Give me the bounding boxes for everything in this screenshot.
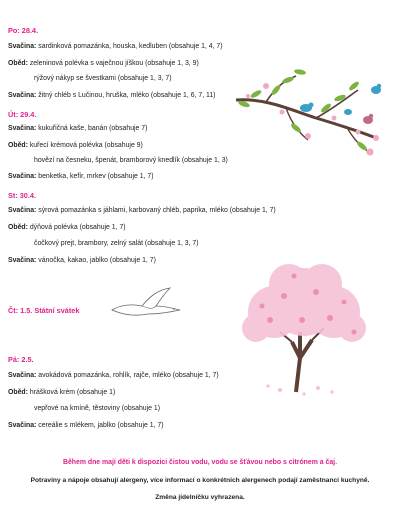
day-title-wednesday: St: 30.4.	[8, 191, 36, 200]
allergen-note: Potraviny a nápoje obsahují alergeny, více informací o konkrétních alergenech podají zaměstnanci kuchyně.	[30, 477, 370, 484]
day-title-thursday: Čt: 1.5. Státní svátek	[8, 306, 80, 315]
meal-row: Oběd: zeleninová polévka s vaječnou jíškou (obsahuje 1, 3, 9)	[8, 60, 199, 67]
flying-dove-outline-icon	[108, 286, 184, 320]
meal-row: Svačina: avokádová pomazánka, rohlík, rajče, mléko (obsahuje 1, 7)	[8, 372, 219, 379]
meal-row: hovězí na česneku, špenát, bramborový knedlík (obsahuje 1, 3)	[34, 157, 228, 164]
meal-row: Svačina: sardinková pomazánka, houska, kedluben (obsahuje 1, 4, 7)	[8, 43, 223, 50]
meal-row: vepřové na kmíně, těstoviny (obsahuje 1)	[34, 405, 161, 412]
meal-row: Svačina: žitný chléb s Lučinou, hruška, mléko (obsahuje 1, 6, 7, 11)	[8, 92, 216, 99]
day-title-monday: Po: 28.4.	[8, 26, 39, 35]
day-title-friday: Pá: 2.5.	[8, 355, 34, 364]
meal-row: Svačina: vánočka, kakao, jablko (obsahuje 1, 7)	[8, 257, 156, 264]
meal-row: Oběd: hrášková krém (obsahuje 1)	[8, 389, 116, 396]
meal-row: čočkový prejt, brambory, zelný salát (obsahuje 1, 3, 7)	[34, 240, 199, 247]
meal-row: Svačina: benketka, kefír, mrkev (obsahuje 1, 7)	[8, 173, 154, 180]
meal-row: Oběd: dýňová polévka (obsahuje 1, 7)	[8, 224, 126, 231]
water-note: Během dne mají děti k dispozici čistou vodu, vodu se šťávou nebo s citrónem a čaj.	[62, 459, 338, 466]
cherry-blossom-tree-icon	[234, 262, 374, 396]
meal-row: Svačina: cereálie s mlékem, jablko (obsahuje 1, 7)	[8, 422, 164, 429]
menu-change-note: Změna jídelníčku vyhrazena.	[155, 494, 245, 501]
blossom-branch-with-birds-icon	[236, 60, 386, 160]
meal-row: Svačina: kukuřičná kaše, banán (obsahuje 7)	[8, 125, 148, 132]
meal-row: Svačina: sýrová pomazánka s jáhlami, karbovaný chléb, paprika, mléko (obsahuje 1, 7)	[8, 207, 276, 214]
meal-row: rýžový nákyp se švestkami (obsahuje 1, 3, 7)	[34, 75, 172, 82]
meal-row: Oběd: kuřecí krémová polévka (obsahuje 9)	[8, 142, 143, 149]
day-title-tuesday: Út: 29.4.	[8, 110, 37, 119]
